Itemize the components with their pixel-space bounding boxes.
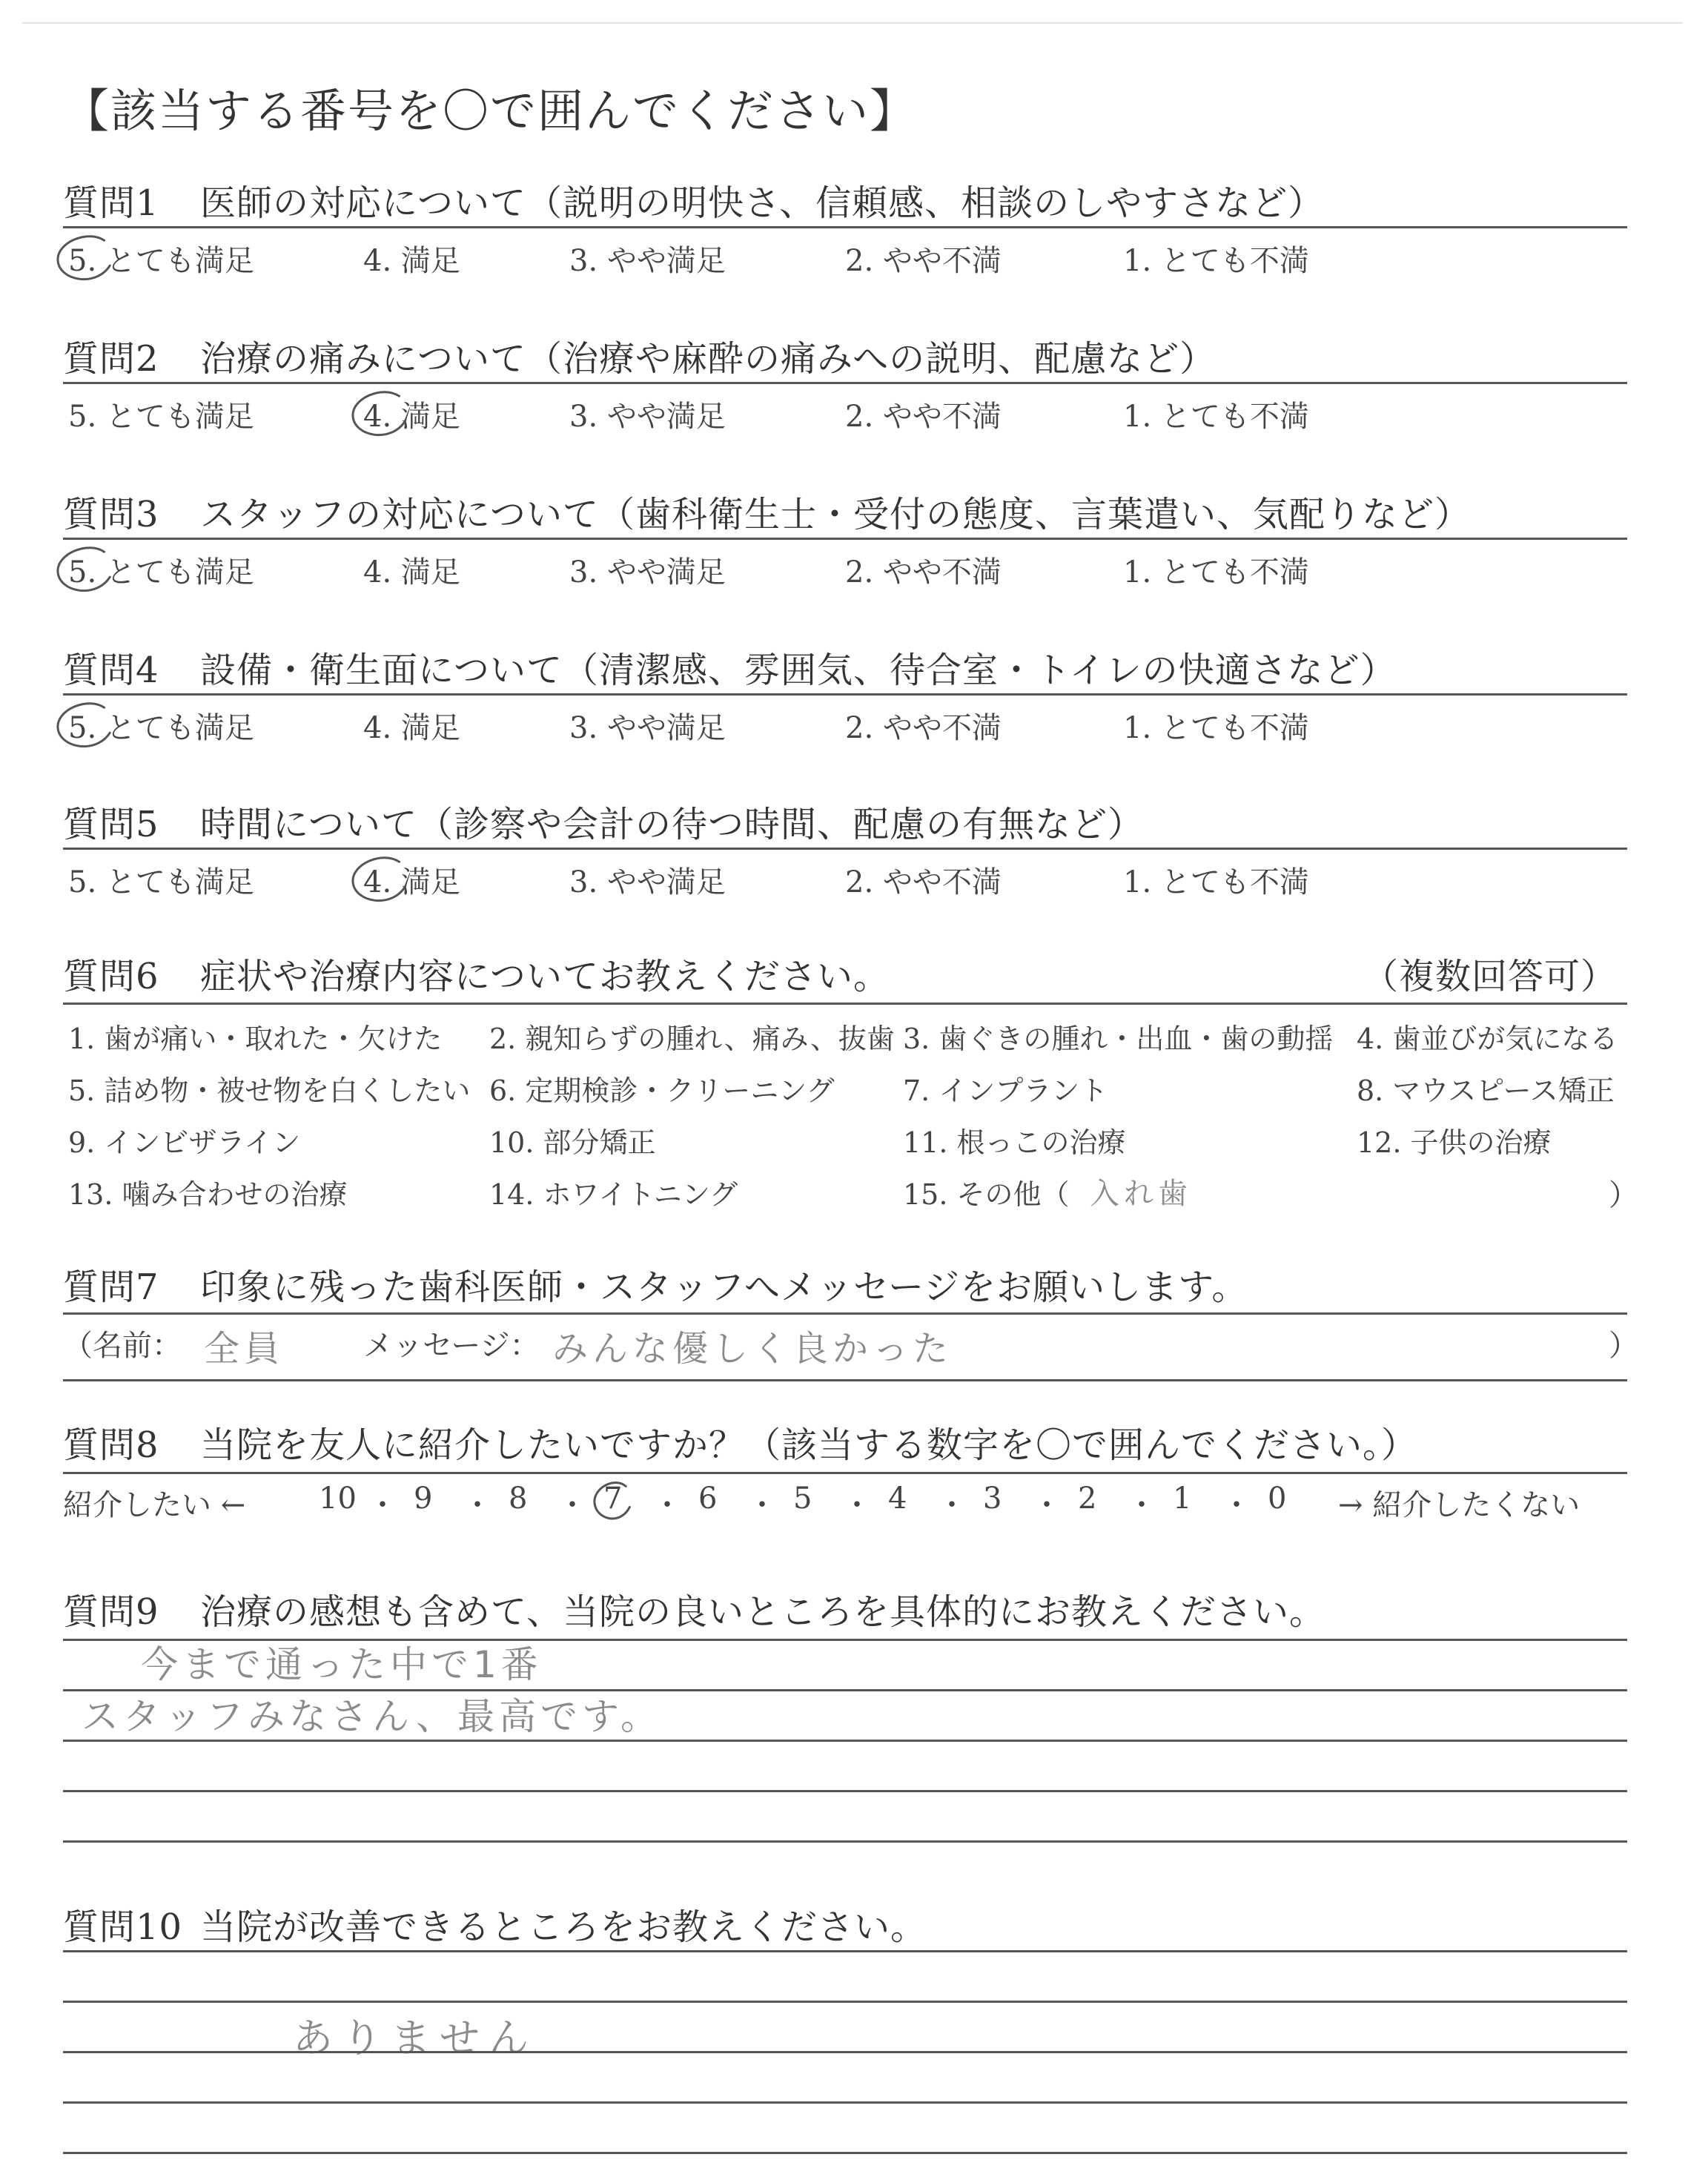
q5-rule (63, 848, 1627, 850)
q8-scale-3[interactable]: 3 (983, 1482, 1002, 1516)
q8-scale-separator: ・ (842, 1488, 872, 1522)
q3-text: スタッフの対応について（歯科衛生士・受付の態度、言葉遣い、気配りなど） (200, 494, 1472, 535)
q2-option-4[interactable]: 4. 満足 (363, 400, 460, 434)
q6-rule (63, 1003, 1627, 1005)
q3-option-4[interactable]: 4. 満足 (363, 555, 460, 589)
q4-selection-circle (49, 693, 120, 758)
q8-scale-separator: ・ (1127, 1488, 1156, 1522)
q5-option-2[interactable]: 2. やや不満 (845, 865, 1002, 899)
q6-other-close: ） (1609, 1178, 1638, 1212)
q8-scale-separator: ・ (652, 1488, 682, 1522)
q4-rule (63, 693, 1627, 696)
q1-option-5[interactable]: 5. とても満足 (68, 244, 254, 278)
q5-text: 時間について（診察や会計の待つ時間、配慮の有無など） (200, 804, 1145, 845)
q8-left-label: 紹介したい ← (63, 1488, 246, 1522)
q10-answer: ありません (293, 2015, 537, 2061)
q4-option-3[interactable]: 3. やや満足 (569, 711, 726, 745)
q9-answer-line-2: スタッフみなさん、最高です。 (82, 1695, 662, 1738)
q6-option-4[interactable]: 4. 歯並びが気になる (1357, 1023, 1618, 1055)
q8-scale-7[interactable]: 7 (603, 1482, 623, 1516)
q3-option-1[interactable]: 1. とても不満 (1123, 555, 1309, 589)
q3-selection-circle (49, 537, 120, 602)
q6-option-12[interactable]: 12. 子供の治療 (1357, 1126, 1552, 1159)
q7-message-value: みんな優しく良かった (552, 1328, 953, 1370)
q8-scale-10[interactable]: 10 (319, 1482, 357, 1516)
q8-rule (63, 1472, 1627, 1474)
q6-other-written: 入れ歯 (1090, 1177, 1192, 1211)
q2-text: 治療の痛みについて（治療や麻酔の痛みへの説明、配慮など） (200, 338, 1217, 380)
q10-line-3 (63, 2101, 1627, 2104)
q7-rule (63, 1312, 1627, 1315)
q5-selection-circle (344, 847, 415, 912)
q2-selection-circle (344, 381, 415, 446)
q6-note: （複数回答可） (1363, 956, 1618, 997)
q2-label: 質問2 (63, 338, 159, 380)
q1-label: 質問1 (63, 182, 159, 224)
q6-option-6[interactable]: 6. 定期検診・クリーニング (489, 1074, 835, 1107)
q8-scale-9[interactable]: 9 (414, 1482, 433, 1516)
q8-right-label: → 紹介したくない (1338, 1488, 1580, 1522)
q3-option-3[interactable]: 3. やや満足 (569, 555, 726, 589)
q9-line-4 (63, 1840, 1627, 1843)
q6-option-1[interactable]: 1. 歯が痛い・取れた・欠けた (68, 1023, 443, 1055)
q1-selection-circle (49, 225, 120, 291)
q3-option-2[interactable]: 2. やや不満 (845, 555, 1002, 589)
q1-option-3[interactable]: 3. やや満足 (569, 244, 726, 278)
q8-scale-5[interactable]: 5 (793, 1482, 812, 1516)
q6-option-10[interactable]: 10. 部分矯正 (489, 1126, 656, 1159)
q7-close: ） (1609, 1329, 1638, 1363)
q1-option-4[interactable]: 4. 満足 (363, 244, 460, 278)
q9-answer-line-1: 今まで通った中で1番 (141, 1643, 543, 1686)
q8-scale-0[interactable]: 0 (1268, 1482, 1287, 1516)
q8-scale-2[interactable]: 2 (1078, 1482, 1097, 1516)
q1-option-2[interactable]: 2. やや不満 (845, 244, 1002, 278)
q5-label: 質問5 (63, 804, 159, 845)
q1-text: 医師の対応について（説明の明快さ、信頼感、相談のしやすさなど） (200, 182, 1325, 224)
q6-option-3[interactable]: 3. 歯ぐきの腫れ・出血・歯の動揺 (903, 1023, 1334, 1055)
q7-message-label: メッセージ： (363, 1329, 540, 1363)
q10-line-2 (63, 2051, 1627, 2053)
q4-text: 設備・衛生面について（清潔感、雰囲気、待合室・トイレの快適さなど） (200, 650, 1397, 691)
q6-option-13[interactable]: 13. 噛み合わせの治療 (68, 1178, 348, 1211)
q4-option-1[interactable]: 1. とても不満 (1123, 711, 1309, 745)
q6-label: 質問6 (63, 956, 159, 997)
q8-text: 当院を友人に紹介したいですか？（該当する数字を〇で囲んでください。） (200, 1424, 1418, 1466)
q8-scale-6[interactable]: 6 (698, 1482, 718, 1516)
q8-scale-separator: ・ (1032, 1488, 1062, 1522)
q8-scale-separator: ・ (1222, 1488, 1251, 1522)
q8-scale-8[interactable]: 8 (509, 1482, 528, 1516)
q3-option-5[interactable]: 5. とても満足 (68, 555, 254, 589)
q10-line-1 (63, 2001, 1627, 2003)
q3-label: 質問3 (63, 494, 159, 535)
q2-rule (63, 382, 1627, 384)
q8-scale-4[interactable]: 4 (888, 1482, 907, 1516)
q7-text: 印象に残った歯科医師・スタッフへメッセージをお願いします。 (200, 1266, 1248, 1308)
top-edge-line (22, 22, 1683, 24)
q10-rule (63, 1950, 1627, 1952)
q2-option-1[interactable]: 1. とても不満 (1123, 400, 1309, 434)
q9-line-3 (63, 1790, 1627, 1792)
q6-option-8[interactable]: 8. マウスピース矯正 (1357, 1074, 1615, 1107)
q6-option-11[interactable]: 11. 根っこの治療 (903, 1126, 1126, 1159)
q8-selection-circle (586, 1473, 639, 1529)
q6-text: 症状や治療内容についてお教えください。 (200, 956, 890, 997)
q8-scale-separator: ・ (463, 1488, 492, 1522)
q2-option-3[interactable]: 3. やや満足 (569, 400, 726, 434)
q8-scale-separator: ・ (557, 1488, 587, 1522)
q6-option-14[interactable]: 14. ホワイトニング (489, 1178, 738, 1211)
q10-text: 当院が改善できるところをお教えください。 (200, 1906, 927, 1948)
q8-scale-separator: ・ (747, 1488, 777, 1522)
q7-name-value: 全員 (204, 1328, 285, 1370)
q6-option-2[interactable]: 2. 親知らずの腫れ、痛み、抜歯 (489, 1023, 895, 1055)
q4-option-4[interactable]: 4. 満足 (363, 711, 460, 745)
q2-option-2[interactable]: 2. やや不満 (845, 400, 1002, 434)
q9-label: 質問9 (63, 1591, 159, 1633)
q8-scale-separator: ・ (937, 1488, 967, 1522)
q5-option-1[interactable]: 1. とても不満 (1123, 865, 1309, 899)
page-title: 【該当する番号を〇で囲んでください】 (63, 84, 918, 138)
q6-option-5[interactable]: 5. 詰め物・被せ物を白くしたい (68, 1074, 471, 1107)
q10-line-4 (63, 2152, 1627, 2154)
q8-scale-separator: ・ (368, 1488, 397, 1522)
q5-option-5[interactable]: 5. とても満足 (68, 865, 254, 899)
q1-option-1[interactable]: 1. とても不満 (1123, 244, 1309, 278)
q6-option-15[interactable]: 15. その他（ (903, 1178, 1070, 1211)
q3-rule (63, 538, 1627, 540)
q6-option-9[interactable]: 9. インビザライン (68, 1126, 301, 1159)
q4-label: 質問4 (63, 650, 159, 691)
q7-answer-rule (63, 1379, 1627, 1381)
q1-rule (63, 226, 1627, 228)
q4-option-5[interactable]: 5. とても満足 (68, 711, 254, 745)
q9-text: 治療の感想も含めて、当院の良いところを具体的にお教えください。 (200, 1591, 1326, 1633)
q8-label: 質問8 (63, 1424, 159, 1466)
q4-option-2[interactable]: 2. やや不満 (845, 711, 1002, 745)
q5-option-3[interactable]: 3. やや満足 (569, 865, 726, 899)
q5-option-4[interactable]: 4. 満足 (363, 865, 460, 899)
q10-label: 質問10 (63, 1906, 183, 1948)
q7-label: 質問7 (63, 1266, 159, 1308)
q9-line-2 (63, 1740, 1627, 1742)
q6-option-7[interactable]: 7. インプラント (903, 1074, 1108, 1107)
q8-scale-1[interactable]: 1 (1173, 1482, 1192, 1516)
q2-option-5[interactable]: 5. とても満足 (68, 400, 254, 434)
q7-name-label: （名前： (63, 1329, 182, 1363)
